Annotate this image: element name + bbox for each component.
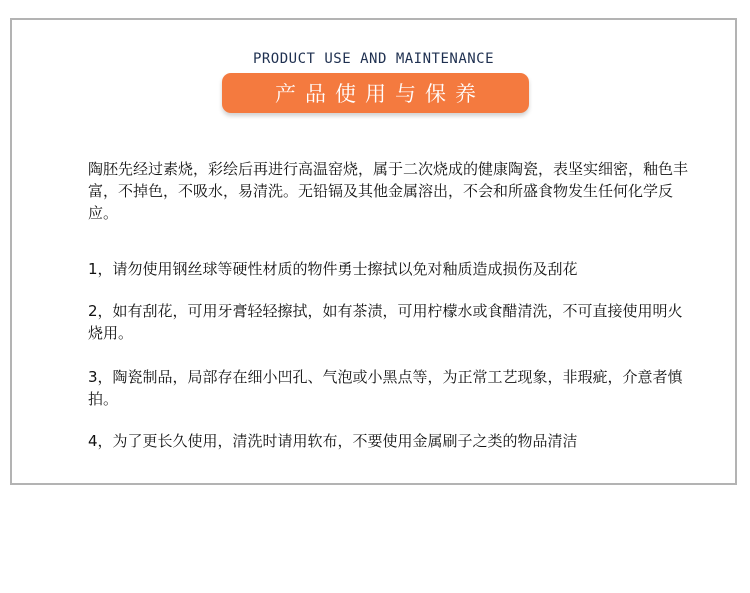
section-subtitle: PRODUCT USE AND MAINTENANCE	[252, 51, 495, 67]
section-title-banner	[222, 73, 529, 113]
care-item-2: 2，如有刮花，可用牙膏轻轻擦拭，如有茶渍，可用柠檬水或食醋清洗，不可直接使用明火烧用。	[88, 302, 683, 342]
intro-paragraph: 陶胚先经过素烧，彩绘后再进行高温窑烧，属于二次烧成的健康陶瓷，表坚实细密，釉色丰富，不掉色，不吸水，易清洗。无铅镉及其他金属溶出，不会和所盛食物发生任何化学反应。	[88, 160, 689, 222]
care-item-3: 3，陶瓷制品，局部存在细小凹孔、气泡或小黑点等，为正常工艺现象，非瑕疵，介意者慎拍。	[88, 368, 683, 408]
care-item-4: 4，为了更长久使用，清洗时请用软布，不要使用金属刷子之类的物品清洁	[88, 432, 578, 450]
care-item-1: 1，请勿使用钢丝球等硬性材质的物件勇士擦拭以免对釉质造成损伤及刮花	[88, 260, 578, 278]
content-frame	[10, 18, 737, 485]
section-title: 产品使用与保养	[275, 82, 485, 106]
